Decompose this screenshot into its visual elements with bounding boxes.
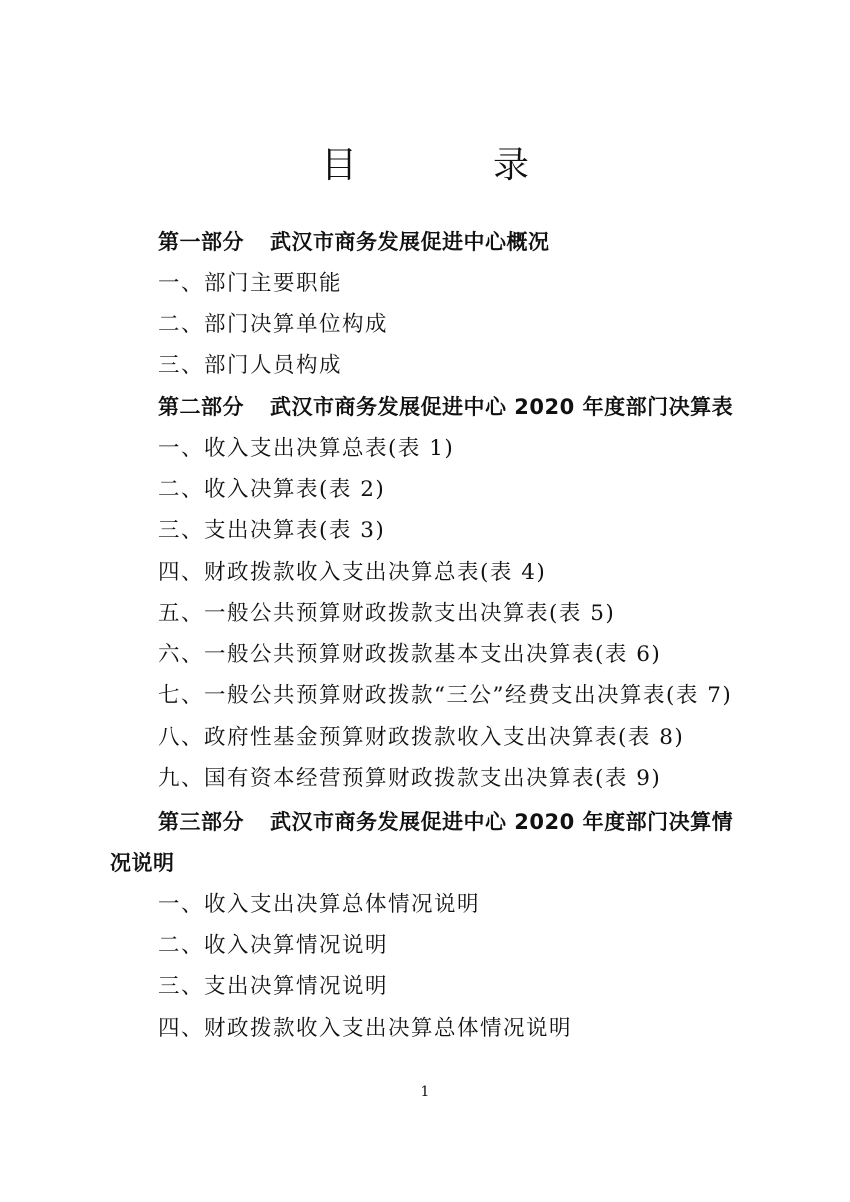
toc-part-heading-3-continuation: 况说明	[110, 851, 175, 875]
toc-item: 三、支出决算情况说明	[158, 974, 389, 999]
toc-part-title: 武汉市商务发展促进中心 2020 年度部门决算情	[270, 810, 734, 834]
toc-item: 二、部门决算单位构成	[158, 312, 389, 337]
toc-part-title: 武汉市商务发展促进中心概况	[270, 230, 550, 254]
toc-item: 四、财政拨款收入支出决算总表(表 4)	[158, 560, 547, 585]
page-title: 目 录	[320, 145, 579, 186]
toc-item: 一、收入支出决算总体情况说明	[158, 892, 481, 917]
toc-item: 八、政府性基金预算财政拨款收入支出决算表(表 8)	[158, 725, 685, 750]
toc-item: 一、收入支出决算总表(表 1)	[158, 436, 455, 461]
toc-item: 二、收入决算情况说明	[158, 933, 389, 958]
toc-part-heading-2	[158, 391, 733, 423]
toc-item: 三、部门人员构成	[158, 353, 343, 378]
toc-item: 一、部门主要职能	[158, 271, 343, 296]
toc-item: 四、财政拨款收入支出决算总体情况说明	[158, 1016, 573, 1041]
toc-item: 五、一般公共预算财政拨款支出决算表(表 5)	[158, 601, 616, 626]
toc-item: 二、收入决算表(表 2)	[158, 477, 386, 502]
toc-part-label: 第一部分	[158, 230, 244, 254]
toc-part-heading-1	[158, 226, 550, 258]
toc-part-label: 第二部分	[158, 395, 244, 419]
page-number: 1	[420, 1084, 430, 1100]
toc-item: 七、一般公共预算财政拨款“三公”经费支出决算表(表 7)	[158, 683, 733, 708]
toc-part-label: 第三部分	[158, 810, 244, 834]
toc-part-heading-3	[158, 806, 733, 838]
toc-item: 三、支出决算表(表 3)	[158, 518, 386, 543]
toc-item: 六、一般公共预算财政拨款基本支出决算表(表 6)	[158, 642, 662, 667]
toc-item: 九、国有资本经营预算财政拨款支出决算表(表 9)	[158, 766, 662, 791]
toc-part-title: 武汉市商务发展促进中心 2020 年度部门决算表	[270, 395, 734, 419]
